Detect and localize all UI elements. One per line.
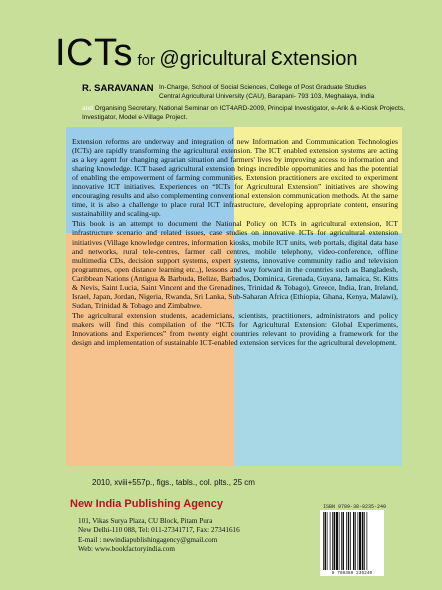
title-extension: xtension [282, 48, 358, 70]
address-line-2: New Delhi-110 088, Tel: 011-27341717, Fax: 27341616 [78, 526, 240, 535]
title-agricultural: gricultural [179, 48, 267, 70]
affiliation-line-1: In-Charge, School of Social Sciences, College of Post Graduate Studies [159, 84, 367, 91]
title-agri-glyph: @ [159, 48, 180, 70]
blurb-paragraph-2: This book is an attempt to document the National Policy on ICTs in agricultural extension, ICT infrastructure scenario and related issues, case studies on innovative ICTs for agricultural extension initiatives (Village knowledge centres, information kiosks, mobile ICT units, web portals, digital data base and networks, rural tele-centres, farmer call centres, mobile telephony, video-conference, offline multimedia CDs, decision support systems, expert systems, innovative community radio and television programmes, open distance learning etc.,), lessons and way forward in the countries such as Bangladesh, Caribbean Nations (Antigua & Barbuda, Belize, Barbados, Dominica, Grenada, Guyana, Jamaica, St. Kitts & Nevis, Saint Lucia, Saint Vincent and the Grenadines, Trinidad & Tobago), Greece, India, Iran, Ireland, Israel, Japan, Jordan, Nigeria, Rwanda, Sri Lanka, Sub-Saharan Africa (Ethiopia, Ghana, Kenya, Malawi), Sudan, Trinidad & Tobago and Zimbabwe. [72, 219, 398, 310]
author-affiliation [159, 84, 434, 101]
title-ext-glyph: Ɛ [270, 48, 283, 70]
book-meta: 2010, xviii+557p., figs., tabls., col. plts., 25 cm [92, 478, 255, 487]
blurb-paragraph-1: Extension reforms are underway and integration of new Information and Communication Technologies (ICTs) are rapidly transforming the agricultural extension. The ICT enabled extension systems are acting as a key agent for changing agrarian situation and farmers' lives by improving access to information and sharing knowledge. ICT based agricultural extension brings incredible opportunities and has the potential of enabling the empowerment of farming communities. Extension practitioners are excited to experiment innovative ICT initiatives. Experiences on “ICTs for Agricultural Extension” initiatives are showing encouraging results and also complementing conventional extension communication methods. At the same time, it is also a challenge to place rural ICT infrastructure, developing appropriate content, ensuring sustainability and scaling-up. [72, 137, 398, 219]
publisher-address [78, 517, 240, 554]
book-title [55, 32, 357, 75]
blurb-paragraph-3: The agricultural extension students, academicians, scientists, practitioners, administrators and policy makers will find this compilation of the “ICTs for Agricultural Extension: Global Experiments, Innovations and Experiences” from twenty eight countries relevant to providing a framework for the design and implementation of sustainable ICT-enabled extension services for the agricultural development. [72, 310, 398, 348]
affiliation-line-3: Organising Secretary, National Seminar on ICT4ARD-2009, Principal Investigator, e-Arik & e-Kiosk Projects, Investigator, Model e-Village Project. [82, 105, 405, 121]
barcode-icon [320, 510, 384, 572]
publisher-name: New India Publishing Agency [70, 498, 224, 510]
isbn-digits: 9 789380 235240 [320, 571, 384, 576]
affiliation-and: and [82, 105, 93, 112]
title-icts: ICTs [55, 32, 133, 74]
affiliation-line-2: Central Agricultural University (CAU), Barapani- 793 103, Meghalaya, India [159, 92, 375, 100]
author-affiliation-2 [82, 105, 427, 122]
publisher-email: E-mail : newindiapublishingagency@gmail.com [78, 535, 218, 544]
address-line-1: 101, Vikas Surya Plaza, CU Block, Pitam Pura [78, 517, 213, 525]
author-name: R. SARAVANAN [82, 83, 154, 94]
isbn-label: ISBN 9789-38-0235-240 [323, 504, 387, 510]
title-for: for [137, 52, 155, 69]
blurb-text [72, 137, 398, 348]
publisher-web: Web: www.bookfactoryindia.com [78, 544, 175, 553]
